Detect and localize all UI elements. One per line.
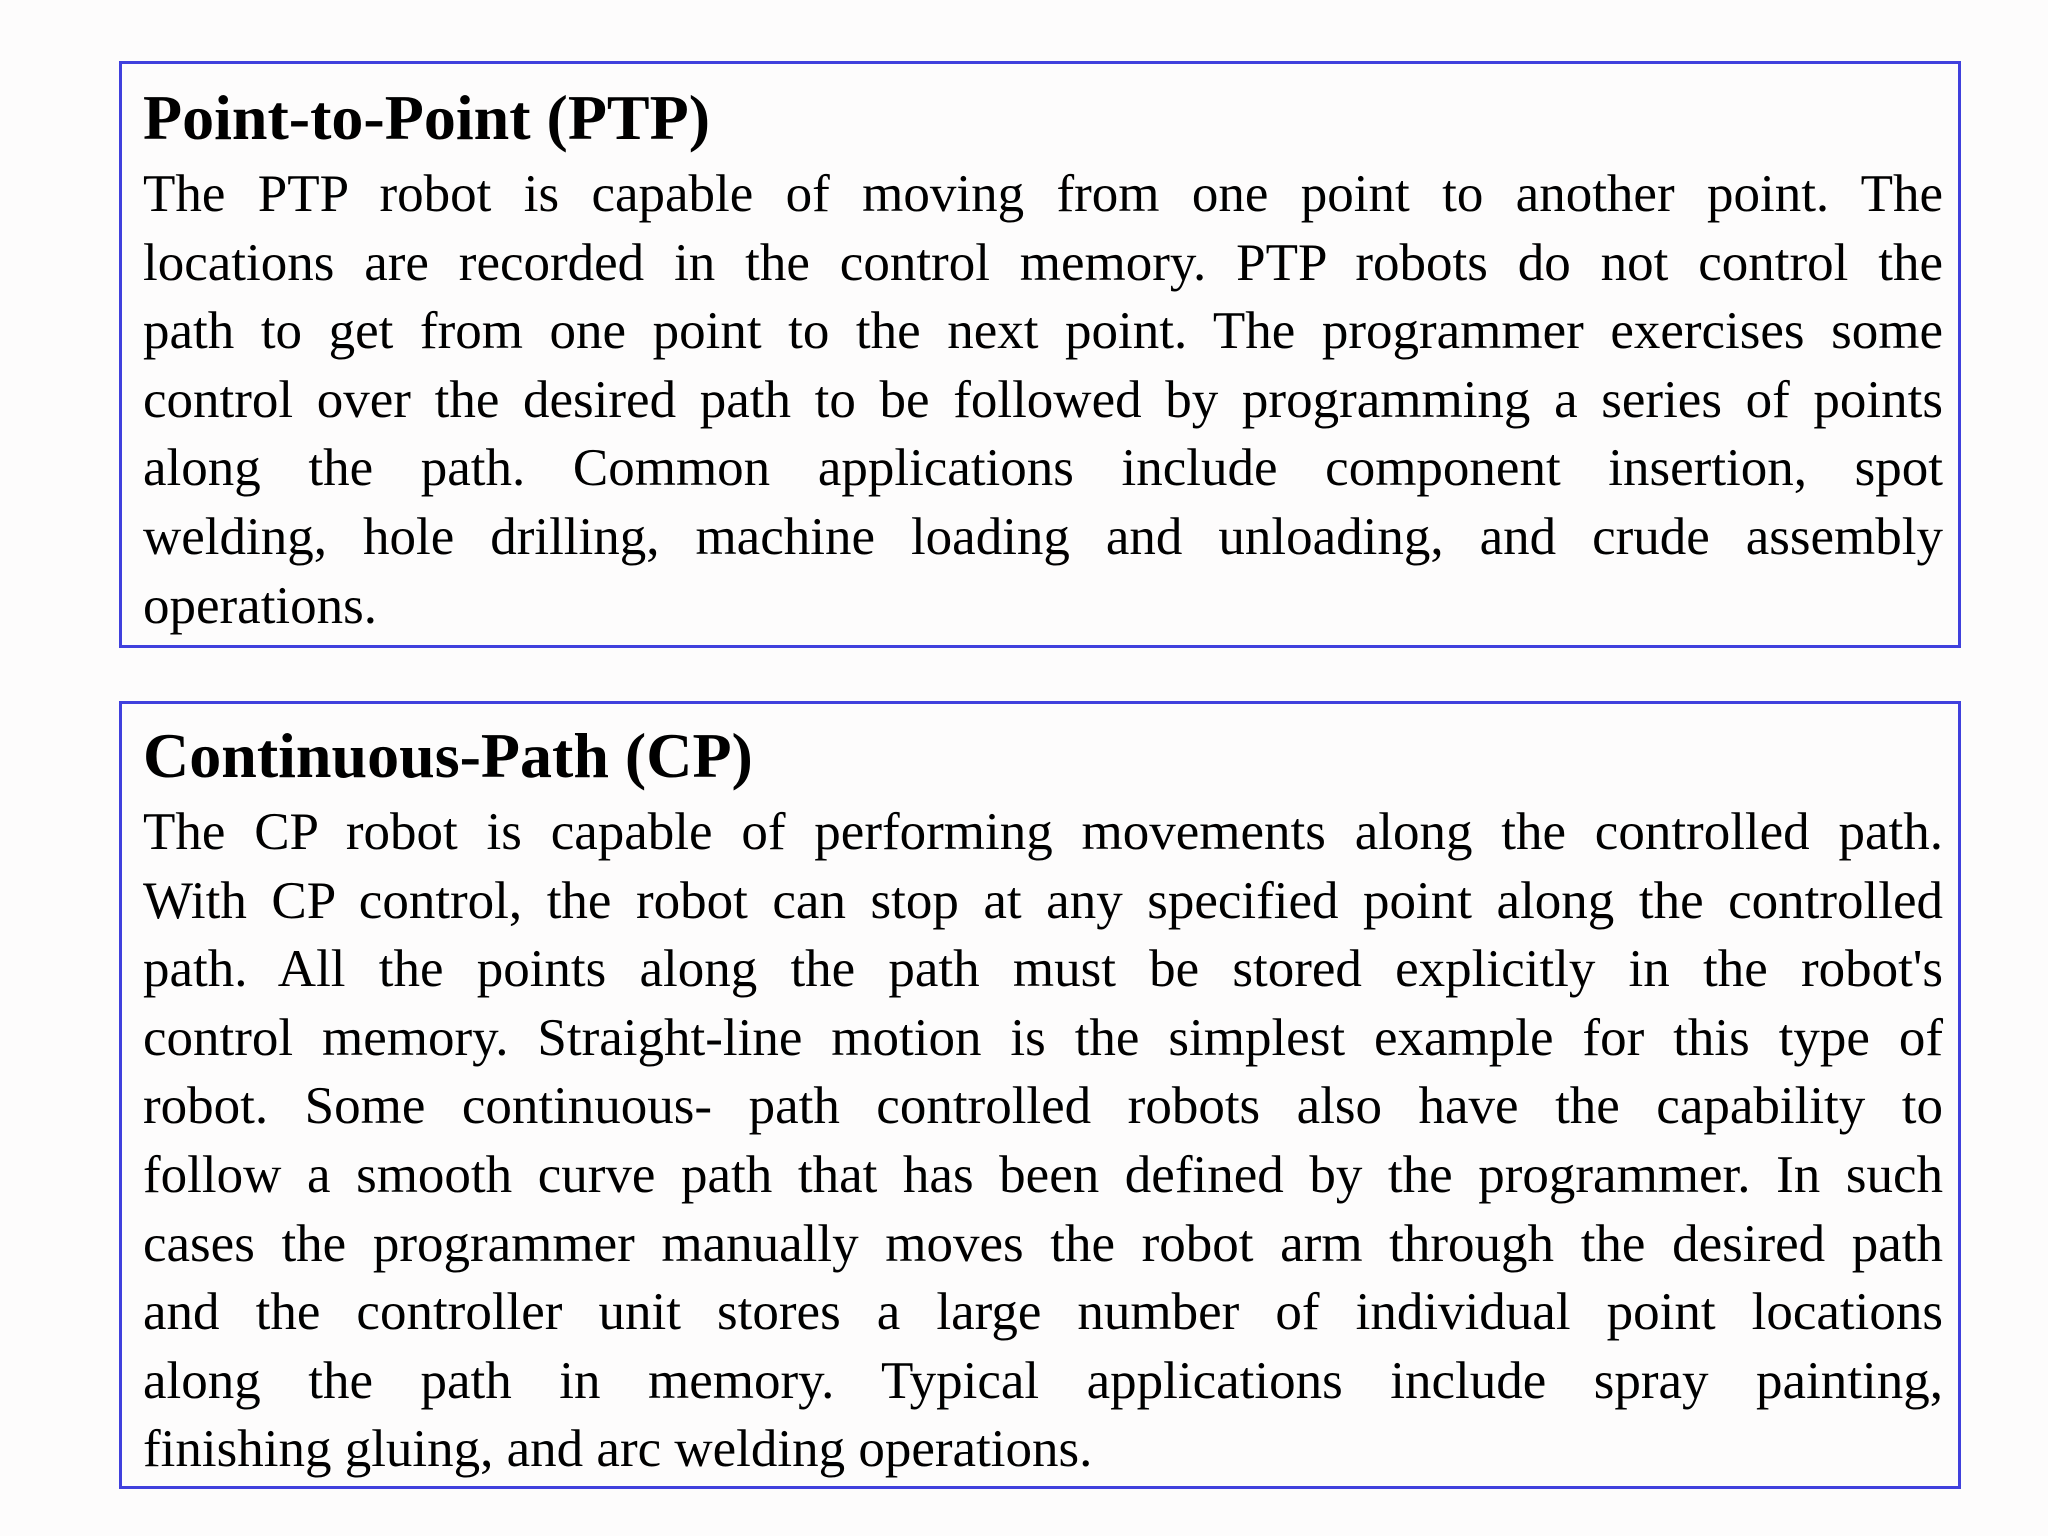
ptp-section-box bbox=[119, 61, 1961, 648]
cp-text-line: finishing gluing, and arc welding operations. bbox=[143, 1420, 1093, 1479]
ptp-heading: Point-to-Point (PTP) bbox=[143, 82, 710, 153]
ptp-text-line: path to get from one point to the next point. The programmer exercises some bbox=[143, 302, 1943, 361]
ptp-text-line: along the path. Common applications include component insertion, spot bbox=[143, 439, 1943, 498]
ptp-text-line: operations. bbox=[143, 576, 378, 635]
cp-text-line: With CP control, the robot can stop at any specified point along the controlled bbox=[143, 871, 1943, 930]
cp-text-line: follow a smooth curve path that has been defined by the programmer. In such bbox=[143, 1145, 1943, 1204]
ptp-description bbox=[143, 160, 1943, 640]
cp-text-line: robot. Some continuous- path controlled robots also have the capability to bbox=[143, 1077, 1943, 1136]
cp-text-line: path. All the points along the path must be stored explicitly in the robot's bbox=[143, 940, 1943, 999]
cp-text-line: and the controller unit stores a large number of individual point locations bbox=[143, 1283, 1943, 1342]
ptp-text-line: control over the desired path to be followed by programming a series of points bbox=[143, 370, 1943, 429]
cp-heading: Continuous-Path (CP) bbox=[143, 720, 753, 791]
cp-text-line: control memory. Straight-line motion is the simplest example for this type of bbox=[143, 1008, 1943, 1067]
ptp-text-line: The PTP robot is capable of moving from one point to another point. The bbox=[143, 165, 1943, 223]
cp-text-line: cases the programmer manually moves the robot arm through the desired path bbox=[143, 1214, 1943, 1273]
ptp-text-line: welding, hole drilling, machine loading and unloading, and crude assembly bbox=[143, 507, 1943, 566]
cp-description bbox=[143, 798, 1943, 1484]
cp-section-box bbox=[119, 701, 1961, 1489]
cp-text-line: The CP robot is capable of performing movements along the controlled path. bbox=[143, 803, 1943, 861]
cp-text-line: along the path in memory. Typical applications include spray painting, bbox=[143, 1351, 1943, 1410]
ptp-text-line: locations are recorded in the control memory. PTP robots do not control the bbox=[143, 233, 1943, 292]
